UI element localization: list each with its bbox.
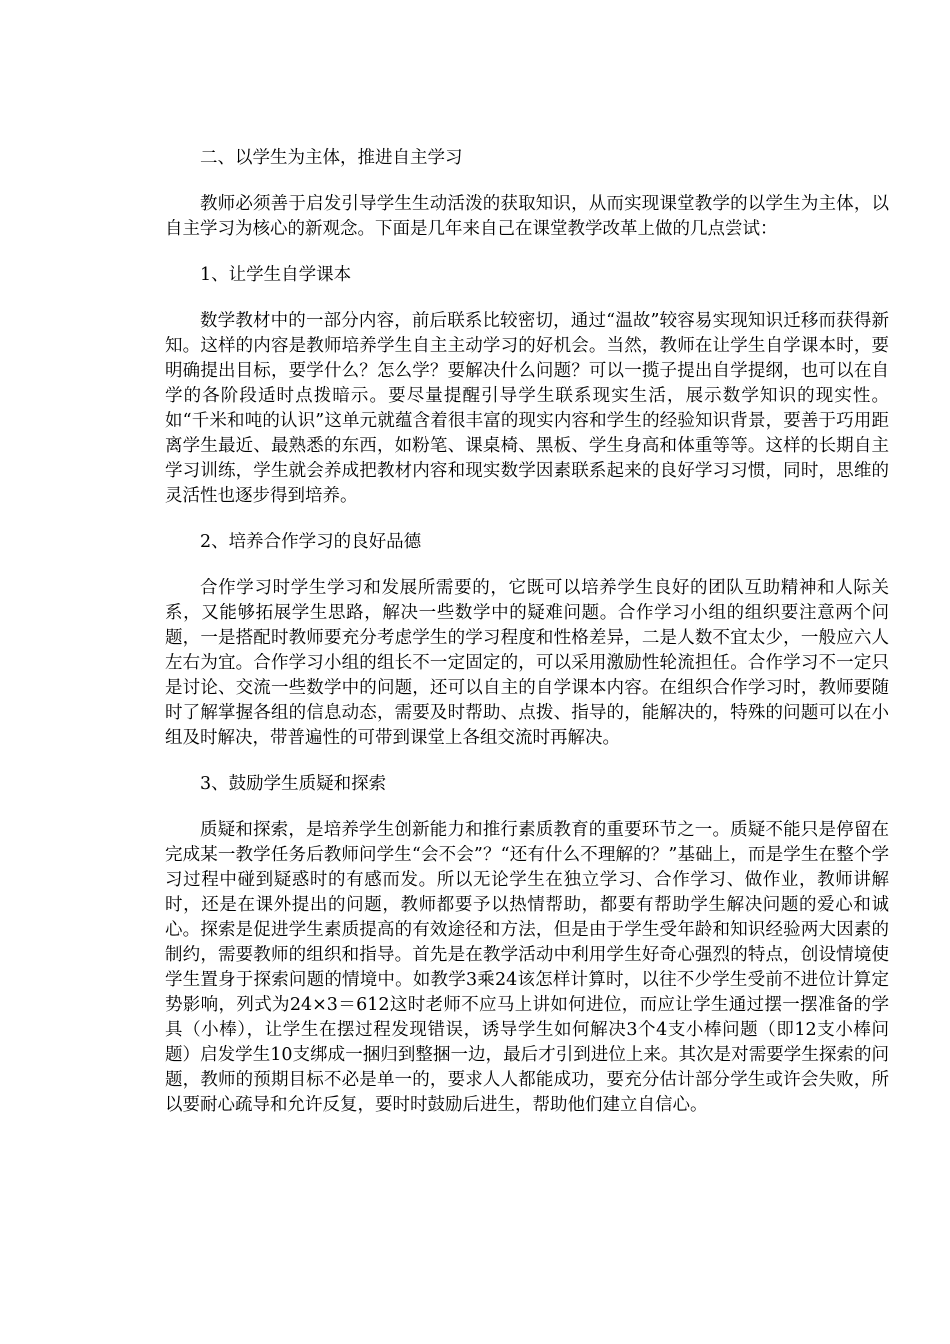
item2-title: 2、培养合作学习的良好品德 (200, 532, 422, 552)
intro-paragraph: 教师必须善于启发引导学生生动活泼的获取知识，从而实现课堂教学的以学生为主体，以自主学习为核心的新观念。下面是几年来自己在课堂教学改革上做的几点尝试： (165, 194, 889, 239)
item3-paragraph: 质疑和探索，是培养学生创新能力和推行素质教育的重要环节之一。质疑不能只是停留在完成某一教学任务后教师问学生“会不会”？“还有什么不理解的？”基础上，而是学生在整个学习过程中碰到疑惑时的有感而发。所以无论学生在独立学习、合作学习、做作业，教师讲解时，还是在课外提出的问题，教师都要予以热情帮助，都要有帮助学生解决问题的爱心和诚心。探索是促进学生素质提高的有效途径和方法，但是由于学生受年龄和知识经验两大因素的制约，需要教师的组织和指导。首先是在教学活动中利用学生好奇心强烈的特点，创设情境使学生置身于探索问题的情境中。如教学3乘24该怎样计算时，以往不少学生受前不进位计算定势影响，列式为24×3＝612这时老师不应马上讲如何进位，而应让学生通过摆一摆准备的学具（小棒），让学生在摆过程发现错误，诱导学生如何解决3个4支小棒问题（即12支小棒问题）启发学生10支绑成一捆归到整捆一边，最后才引到进位上来。其次是对需要学生探索的问题，教师的预期目标不必是单一的，要求人人都能成功，要充分估计部分学生或许会失败，所以要耐心疏导和允许反复，要时时鼓励后进生，帮助他们建立自信心。 (165, 820, 889, 1115)
section-title: 二、以学生为主体，推进自主学习 (200, 148, 463, 168)
document-page (165, 146, 889, 1139)
item3-title: 3、鼓励学生质疑和探索 (200, 774, 387, 794)
item1-paragraph: 数学教材中的一部分内容，前后联系比较密切，通过“温故”较容易实现知识迁移而获得新知。这样的内容是教师培养学生自主主动学习的好机会。当然，教师在让学生自学课本时，要明确提出目标，要学什么？怎么学？要解决什么问题？可以一揽子提出自学提纲，也可以在自学的各阶段适时点拨暗示。要尽量提醒引导学生联系现实生活，展示数学知识的现实性。如“千米和吨的认识”这单元就蕴含着很丰富的现实内容和学生的经验知识背景，要善于巧用距离学生最近、最熟悉的东西，如粉笔、课桌椅、黑板、学生身高和体重等等。这样的长期自主学习训练，学生就会养成把教材内容和现实数学因素联系起来的良好学习习惯，同时，思维的灵活性也逐步得到培养。 (165, 311, 889, 506)
item1-title: 1、让学生自学课本 (200, 265, 352, 285)
item2-paragraph: 合作学习时学生学习和发展所需要的，它既可以培养学生良好的团队互助精神和人际关系，又能够拓展学生思路，解决一些数学中的疑难问题。合作学习小组的组织要注意两个问题，一是搭配时教师要充分考虑学生的学习程度和性格差异，二是人数不宜太少，一般应六人左右为宜。合作学习小组的组长不一定固定的，可以采用激励性轮流担任。合作学习不一定只是讨论、交流一些数学中的问题，还可以自主的自学课本内容。在组织合作学习时，教师要随时了解掌握各组的信息动态，需要及时帮助、点拨、指导的，能解决的，特殊的问题可以在小组及时解决，带普遍性的可带到课堂上各组交流时再解决。 (165, 578, 889, 748)
